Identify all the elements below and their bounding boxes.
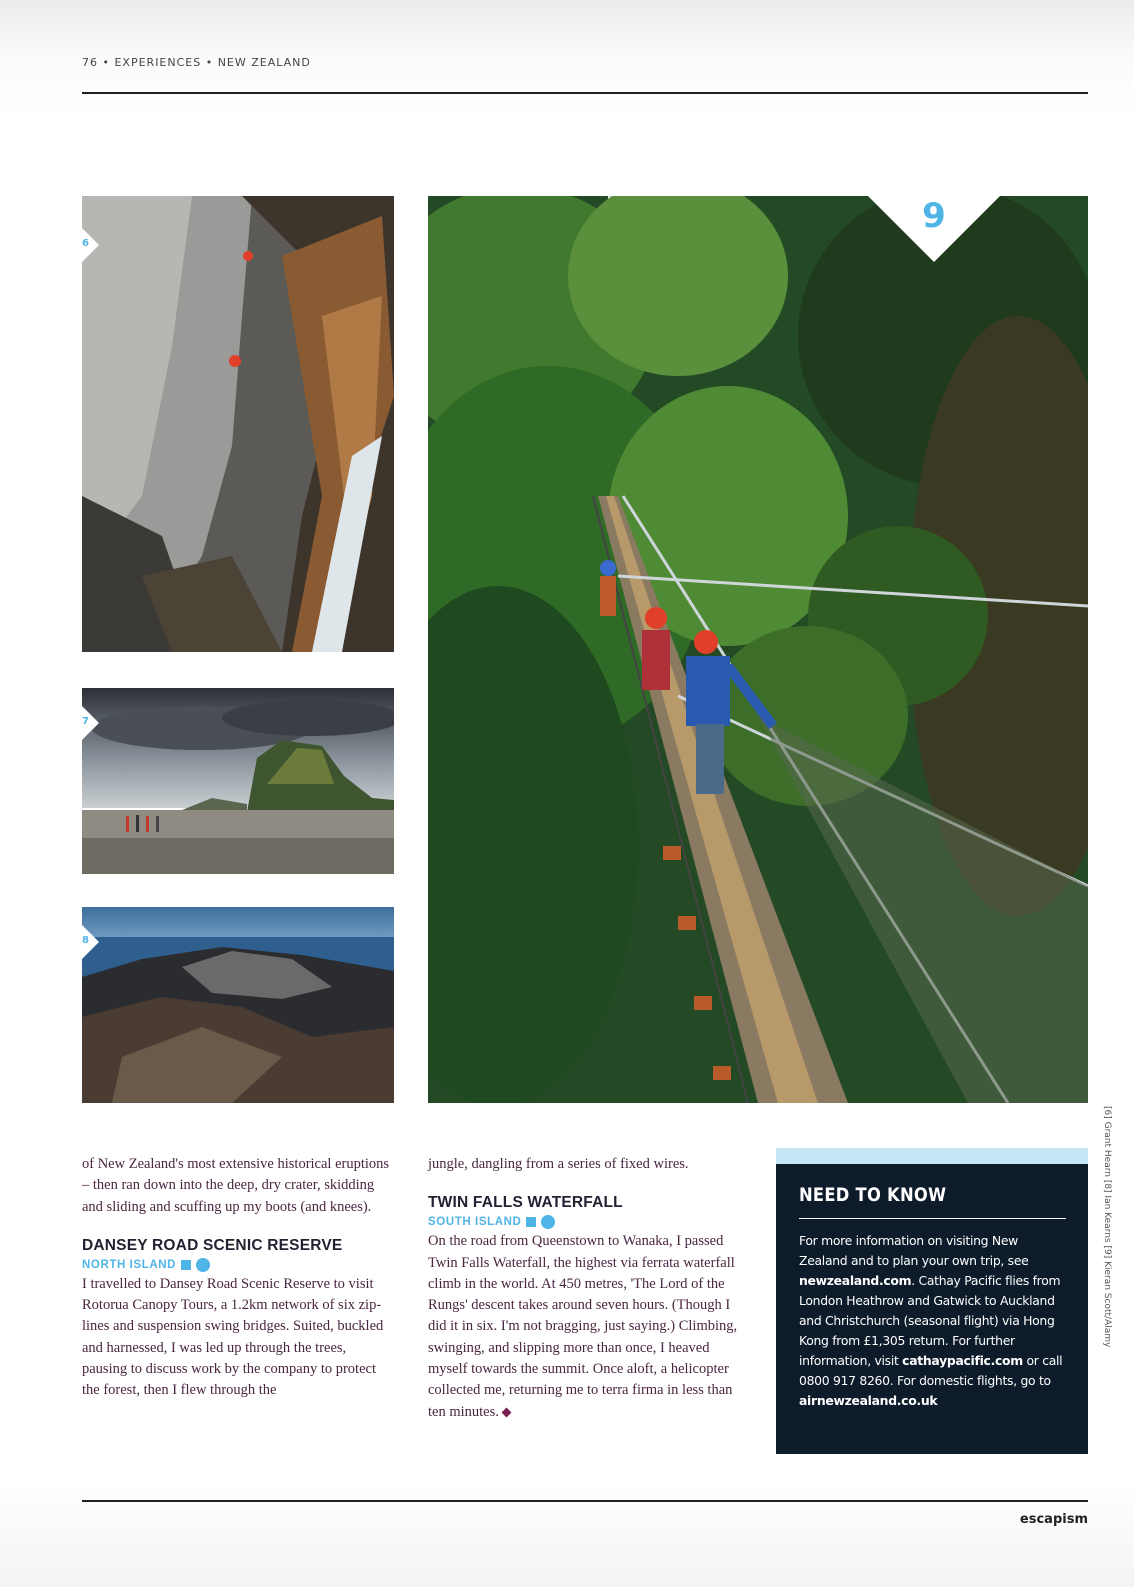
section-heading: DANSEY ROAD SCENIC RESERVE [82,1236,343,1254]
location-dot-icon [541,1215,555,1229]
paragraph-continued: jungle, dangling from a series of fixed wires. [428,1156,689,1172]
paragraph-continued: of New Zealand's most extensive historical eruptions – then ran down into the deep, dry crater, skidding and sliding and scuffing up my boots (and knees). [82,1156,390,1215]
marker-label: 9 [922,196,946,236]
footer-brand: escapism [1019,1512,1088,1527]
article-column-2 [428,1154,744,1423]
section-heading: TWIN FALLS WATERFALL [428,1194,623,1212]
photo-forest-bridge [428,196,1088,1103]
marker-label: 7 [82,716,89,727]
link-newzealand[interactable]: newzealand.com [799,1273,912,1288]
link-cathaypacific[interactable]: cathaypacific.com [902,1353,1023,1368]
need-to-know-rule [799,1218,1066,1219]
photo-number-marker [82,228,99,262]
end-mark-icon [501,1407,511,1417]
photo-beach-rock [82,688,394,874]
ntk-text: For more information on visiting New Zealand and to plan your own trip, see [799,1233,1029,1268]
location-dot-icon [196,1258,210,1272]
need-to-know-box [776,1148,1088,1454]
photo-number-marker [82,925,99,959]
bottom-rule [82,1500,1088,1502]
ntk-text: . Cathay Pacific flies from London Heathrow and Gatwick to Auckland and Christchurch (seasonal flight) via Hong Kong from £1,305 return. For further information, visit [799,1273,1061,1368]
photo-number-marker-large [868,196,1000,262]
section-body [428,1231,744,1423]
map-square-icon [526,1217,536,1227]
photo-credit: [6] Grant Hearn [8] Ian Kearns [9] Kieran Scott/Alamy [1102,1106,1112,1348]
location-subhead [82,1256,394,1274]
region-label: NORTH ISLAND [82,1258,177,1271]
region-label: SOUTH ISLAND [428,1216,522,1229]
section-body-text: On the road from Queenstown to Wanaka, I passed Twin Falls Waterfall, the highest via ferrata waterfall climb in the world. At 450 metres, 'The Lord of the Rungs' descent takes around seven hours. (Though I did it in six. I'm not bragging, just saying.) Climbing, swinging, and slipping more than once, I heaved myself towards the summit. Once aloft, a helicopter collected me, returning me to terra firma in less than ten minutes. [428,1233,738,1420]
location-subhead [428,1213,744,1231]
need-to-know-title: NEED TO KNOW [799,1184,947,1206]
marker-label: 6 [82,238,89,249]
photo-canyon-waterfall [82,196,394,652]
map-square-icon [181,1260,191,1270]
ntk-text: or call 0800 917 8260. For domestic flights, go to [799,1353,1063,1388]
photo-aerial-crater [82,907,394,1103]
top-rule [82,92,1088,94]
need-to-know-body [799,1231,1066,1411]
section-body: I travelled to Dansey Road Scenic Reserve to visit Rotorua Canopy Tours, a 1.2km network of six zip-lines and suspension swing bridges. Suited, buckled and harnessed, I was led up through the trees, pausing to discuss work by the company to protect the forest, then I flew through the [82,1275,384,1399]
link-airnewzealand[interactable]: airnewzealand.co.uk [799,1393,938,1408]
photo-number-marker [82,706,99,740]
article-column-1 [82,1154,394,1402]
running-head: 76 • EXPERIENCES • NEW ZEALAND [82,56,311,69]
marker-label: 8 [82,935,89,946]
